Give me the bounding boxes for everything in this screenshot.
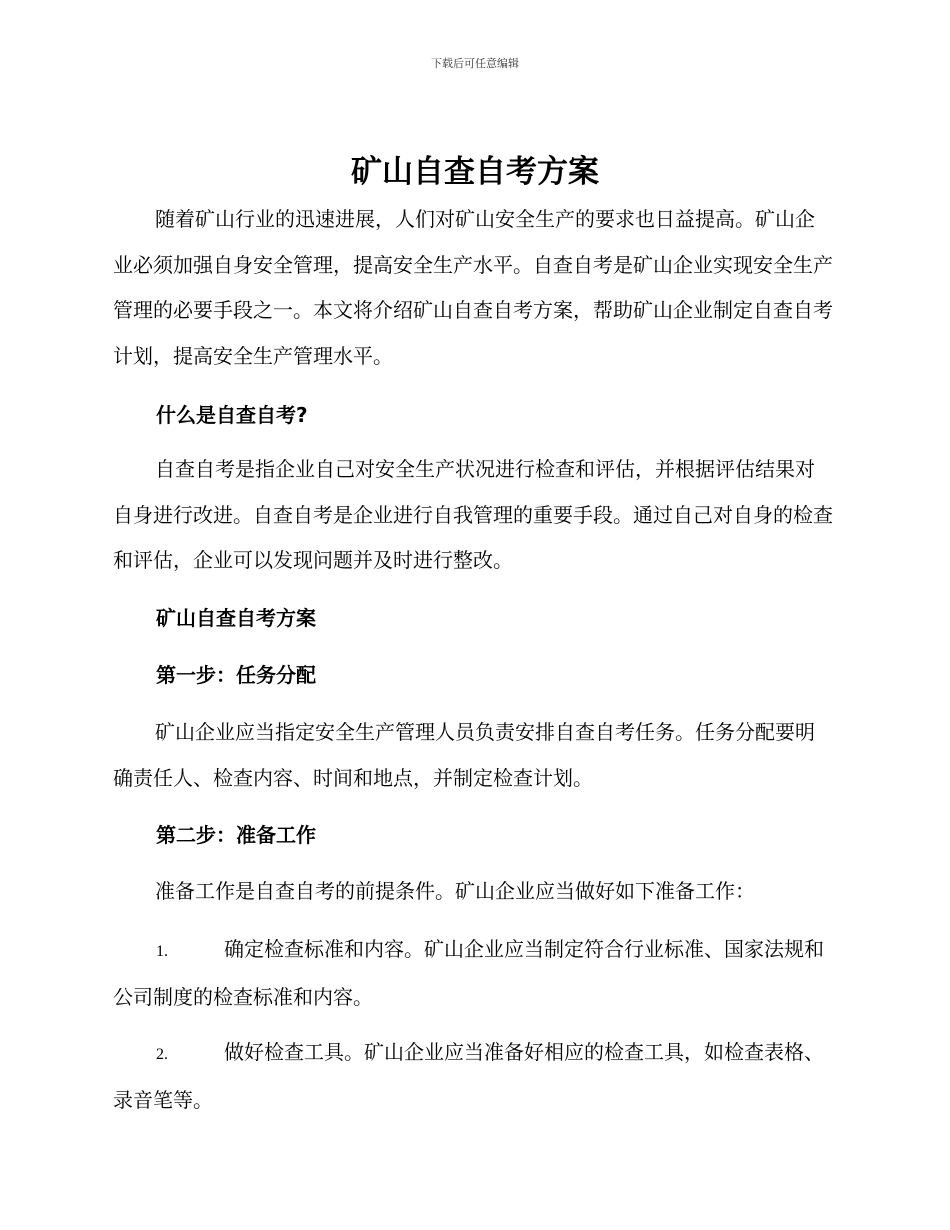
list-item: [113, 1030, 833, 1123]
step1-body: 矿山企业应当指定安全生产管理人员负责安排自查自考任务。任务分配要明确责任人、检查内容、时间和地点，并制定检查计划。: [113, 720, 815, 790]
list-item: [113, 927, 833, 1020]
section-body-what-is: 自查自考是指企业自己对安全生产状况进行检查和评估，并根据评估结果对自身进行改进。自查自考是企业进行自我管理的重要手段。通过自己对自身的检查和评估，企业可以发现问题并及时进行整改。: [113, 457, 833, 572]
list-item-text: 做好检查工具。矿山企业应当准备好相应的检查工具，如检查表格、录音笔等。: [113, 1040, 824, 1112]
section-heading-plan: 矿山自查自考方案: [156, 606, 316, 630]
page-header-note: 下载后可任意编辑: [431, 57, 519, 70]
intro-paragraph: 随着矿山行业的迅速进展，人们对矿山安全生产的要求也日益提高。矿山企业必须加强自身安全管理，提高安全生产水平。自查自考是矿山企业实现安全生产管理的必要手段之一。本文将介绍矿山自查自考方案，帮助矿山企业制定自查自考计划，提高安全生产管理水平。: [113, 207, 833, 368]
step2-heading: 第二步：准备工作: [156, 823, 316, 847]
step1-heading: 第一步：任务分配: [156, 663, 316, 687]
list-item-number: 2.: [156, 1046, 168, 1063]
section-heading-what-is: 什么是自查自考?: [156, 403, 308, 427]
step2-body: 准备工作是自查自考的前提条件。矿山企业应当做好如下准备工作：: [155, 879, 755, 903]
list-item-number: 1.: [156, 943, 168, 960]
document-title: 矿山自查自考方案: [351, 154, 599, 190]
list-item-text: 确定检查标准和内容。矿山企业应当制定符合行业标准、国家法规和公司制度的检查标准和内容。: [113, 937, 824, 1009]
